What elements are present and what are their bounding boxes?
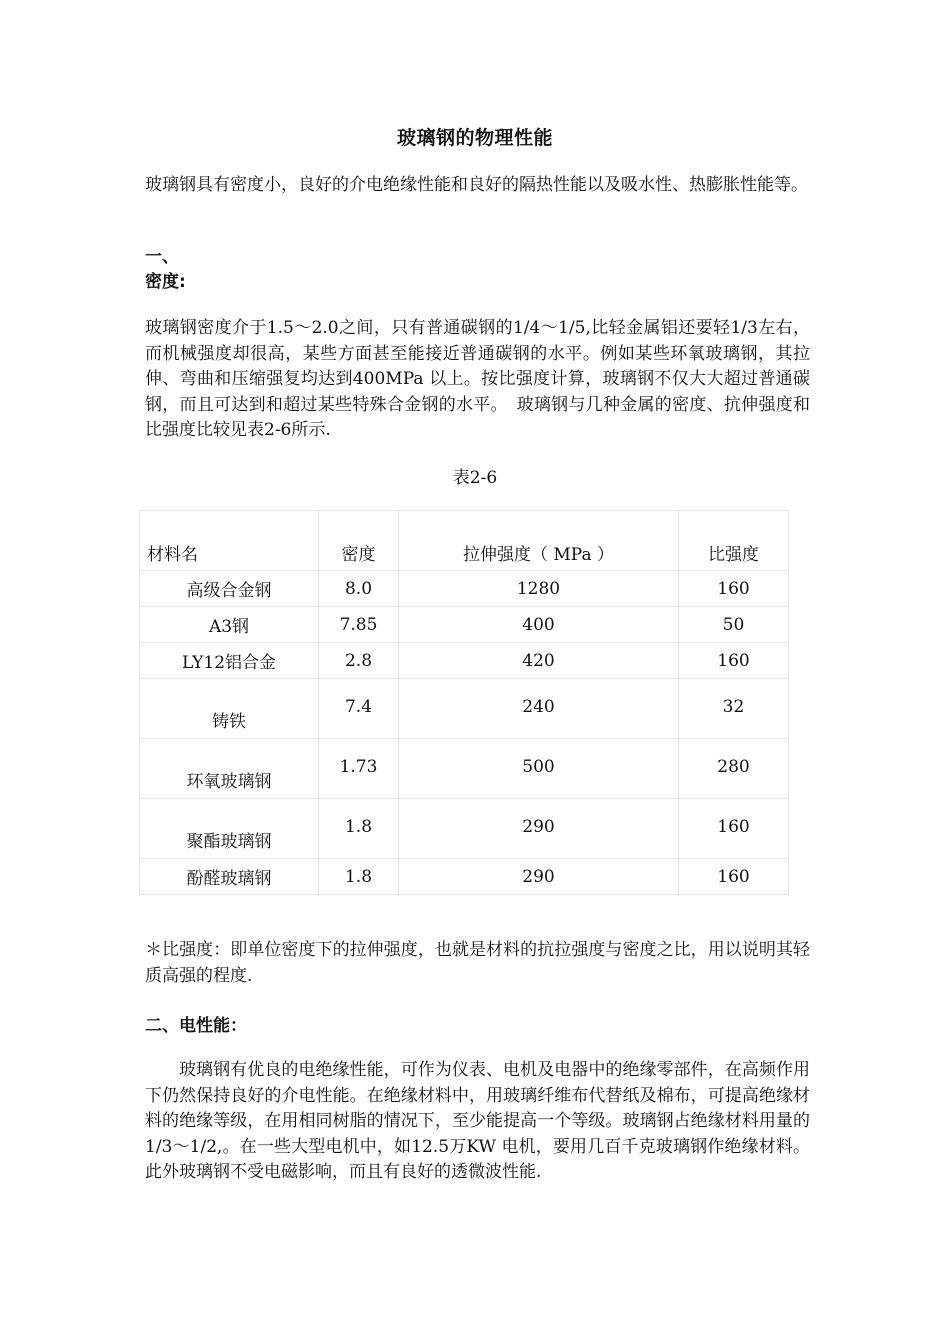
comparison-table xyxy=(139,510,789,895)
intro-paragraph: 玻璃钢具有密度小，良好的介电绝缘性能和良好的隔热性能以及吸水性、热膨胀性能等。 xyxy=(145,175,808,195)
table-cell: 160 xyxy=(679,799,789,859)
table-cell: 500 xyxy=(399,739,679,799)
table-cell: 1280 xyxy=(399,571,679,607)
table-cell: 铸铁 xyxy=(140,679,319,739)
table-caption: 表2-6 xyxy=(452,468,498,488)
table-cell: 聚酯玻璃钢 xyxy=(140,799,319,859)
footnote-paragraph: ＊比强度：即单位密度下的拉伸强度，也就是材料的抗拉强度与密度之比，用以说明其轻质高强的程度. xyxy=(145,940,810,986)
table-row xyxy=(140,679,789,739)
table-cell: 160 xyxy=(679,571,789,607)
table-cell: 160 xyxy=(679,643,789,679)
header-cell: 拉伸强度（ MPa ） xyxy=(399,511,679,571)
table-cell: 400 xyxy=(399,607,679,643)
table-cell: 160 xyxy=(679,859,789,895)
table-row xyxy=(140,739,789,799)
table-cell: 280 xyxy=(679,739,789,799)
section1-paragraph: 玻璃钢密度介于1.5～2.0之间，只有普通碳钢的1/4～1/5,比轻金属铝还要轻1/3左右，而机械强度却很高，某些方面甚至能接近普通碳钢的水平。例如某些环氧玻璃钢，其拉伸、弯曲和压缩强复均达到400MPa 以上。按比强度计算，玻璃钢不仅大大超过普通碳钢，而且可达到和超过某些特殊合金钢的水平。 玻璃钢与几种金属的密度、抗伸强度和比强度比较见表2-6所示. xyxy=(145,318,810,440)
table-cell: 1.8 xyxy=(319,799,399,859)
table-row xyxy=(140,643,789,679)
table-cell: 2.8 xyxy=(319,643,399,679)
header-cell: 材料名 xyxy=(140,511,319,571)
section2-paragraph: 玻璃钢有优良的电绝缘性能，可作为仪表、电机及电器中的绝缘零部件，在高频作用下仍然保持良好的介电性能。在绝缘材料中，用玻璃纤维布代替纸及棉布，可提高绝缘材料的绝缘等级，在用相同树脂的情况下，至少能提高一个等级。玻璃钢占绝缘材料用量的1/3～1/2,。在一些大型电机中，如12.5万KW 电机，要用几百千克玻璃钢作绝缘材料。此外玻璃钢不受电磁影响，而且有良好的透微波性能. xyxy=(145,1060,810,1182)
table-row xyxy=(140,607,789,643)
table-row xyxy=(140,859,789,895)
table-cell: 酚醛玻璃钢 xyxy=(140,859,319,895)
table-cell: 高级合金钢 xyxy=(140,571,319,607)
table-cell: 32 xyxy=(679,679,789,739)
table-cell: 7.4 xyxy=(319,679,399,739)
table-row xyxy=(140,571,789,607)
header-cell: 比强度 xyxy=(679,511,789,571)
table-header-row xyxy=(140,511,789,571)
table-cell: 290 xyxy=(399,799,679,859)
table-row xyxy=(140,799,789,859)
header-cell: 密度 xyxy=(319,511,399,571)
section1-number: 一、 xyxy=(145,247,179,267)
page-title: 玻璃钢的物理性能 xyxy=(396,127,553,149)
section2-heading: 二、电性能： xyxy=(145,1016,247,1036)
table-cell: LY12铝合金 xyxy=(140,643,319,679)
table-cell: 环氧玻璃钢 xyxy=(140,739,319,799)
table-cell: 290 xyxy=(399,859,679,895)
table-cell: 240 xyxy=(399,679,679,739)
table-cell: 1.8 xyxy=(319,859,399,895)
section1-heading: 密度: xyxy=(145,272,186,292)
table-cell: A3钢 xyxy=(140,607,319,643)
table-cell: 50 xyxy=(679,607,789,643)
table-cell: 8.0 xyxy=(319,571,399,607)
table-cell: 7.85 xyxy=(319,607,399,643)
table-cell: 1.73 xyxy=(319,739,399,799)
table-cell: 420 xyxy=(399,643,679,679)
